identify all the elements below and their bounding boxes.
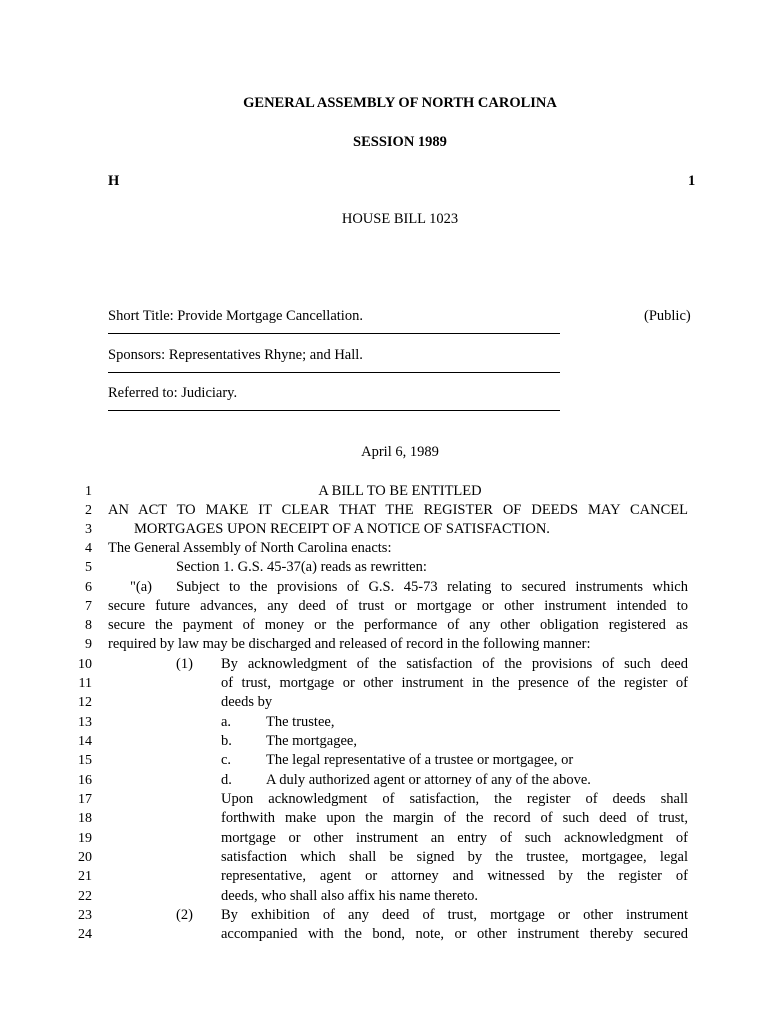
- line-number: 3: [85, 522, 92, 537]
- body-line: The mortgagee,: [266, 733, 357, 749]
- body-line: Upon acknowledgment of satisfaction, the register of deeds shall: [221, 791, 688, 807]
- referred-to: Referred to: Judiciary.: [108, 385, 238, 401]
- item-letter: c.: [221, 752, 232, 768]
- line-number: 22: [78, 889, 92, 904]
- bill-entitled: A BILL TO BE ENTITLED: [318, 483, 482, 499]
- line-number: 14: [78, 734, 92, 749]
- line-number: 24: [78, 927, 92, 942]
- sponsors: Sponsors: Representatives Rhyne; and Hall.: [108, 347, 363, 363]
- line-number: 6: [85, 580, 92, 595]
- body-line: secure future advances, any deed of trust or mortgage or other instrument intended to: [108, 598, 688, 614]
- line-number: 7: [85, 599, 92, 614]
- item-letter: a.: [221, 714, 232, 730]
- divider-rule: [108, 333, 560, 334]
- line-number: 12: [78, 695, 92, 710]
- public-label: (Public): [644, 308, 691, 324]
- body-line: By exhibition of any deed of trust, mortgage or other instrument: [221, 907, 688, 923]
- line-number: 2: [85, 503, 92, 518]
- line-number: 21: [78, 869, 92, 884]
- short-title: Short Title: Provide Mortgage Cancellation.: [108, 308, 363, 324]
- line-number: 13: [78, 715, 92, 730]
- line-number: 19: [78, 831, 92, 846]
- body-line: Subject to the provisions of G.S. 45-73 relating to secured instruments which: [176, 579, 688, 595]
- line-number: 23: [78, 908, 92, 923]
- item-letter: d.: [221, 772, 232, 788]
- act-title-line: MORTGAGES UPON RECEIPT OF A NOTICE OF SATISFACTION.: [134, 521, 550, 537]
- chamber-letter: H: [108, 173, 120, 189]
- divider-rule: [108, 410, 560, 411]
- body-line: secure the payment of money or the performance of any other obligation registered as: [108, 617, 688, 633]
- body-line: The trustee,: [266, 714, 335, 730]
- body-line: A duly authorized agent or attorney of any of the above.: [266, 772, 591, 788]
- enacting-clause: The General Assembly of North Carolina enacts:: [108, 540, 392, 556]
- section-heading: Section 1. G.S. 45-37(a) reads as rewritten:: [176, 559, 427, 575]
- line-number: 11: [78, 676, 92, 691]
- body-line: satisfaction which shall be signed by the trustee, mortgagee, legal: [221, 849, 688, 865]
- body-line: required by law may be discharged and released of record in the following manner:: [108, 636, 591, 652]
- body-line: representative, agent or attorney and witnessed by the register of: [221, 868, 688, 884]
- line-number: 1: [85, 484, 92, 499]
- divider-rule: [108, 372, 560, 373]
- body-line: accompanied with the bond, note, or other instrument thereby secured: [221, 926, 688, 942]
- body-line: By acknowledgment of the satisfaction of the provisions of such deed: [221, 656, 688, 672]
- body-line: The legal representative of a trustee or mortgagee, or: [266, 752, 574, 768]
- body-line: forthwith make upon the margin of the record of such deed of trust,: [221, 810, 688, 826]
- subsection-label: "(a): [130, 579, 153, 595]
- line-number: 17: [78, 792, 92, 807]
- line-number: 16: [78, 773, 92, 788]
- line-number: 4: [85, 541, 92, 556]
- line-number: 9: [85, 637, 92, 652]
- edition-number: 1: [688, 173, 696, 189]
- item-letter: b.: [221, 733, 232, 749]
- line-number: 8: [85, 618, 92, 633]
- act-title-line: AN ACT TO MAKE IT CLEAR THAT THE REGISTER OF DEEDS MAY CANCEL: [108, 502, 688, 518]
- bill-date: April 6, 1989: [361, 444, 439, 460]
- item-number: (2): [176, 907, 193, 923]
- body-line: deeds, who shall also affix his name thereto.: [221, 888, 479, 904]
- assembly-heading: GENERAL ASSEMBLY OF NORTH CAROLINA: [243, 95, 557, 111]
- session-heading: SESSION 1989: [353, 134, 447, 150]
- line-number: 15: [78, 753, 92, 768]
- bill-title: HOUSE BILL 1023: [341, 211, 459, 227]
- line-number: 10: [78, 657, 92, 672]
- body-line: mortgage or other instrument an entry of such acknowledgment of: [221, 830, 688, 846]
- line-number: 18: [78, 811, 92, 826]
- body-line: deeds by: [221, 694, 273, 710]
- line-number: 5: [85, 560, 92, 575]
- item-number: (1): [176, 656, 193, 672]
- body-line: of trust, mortgage or other instrument in the presence of the register of: [221, 675, 688, 691]
- line-number: 20: [78, 850, 92, 865]
